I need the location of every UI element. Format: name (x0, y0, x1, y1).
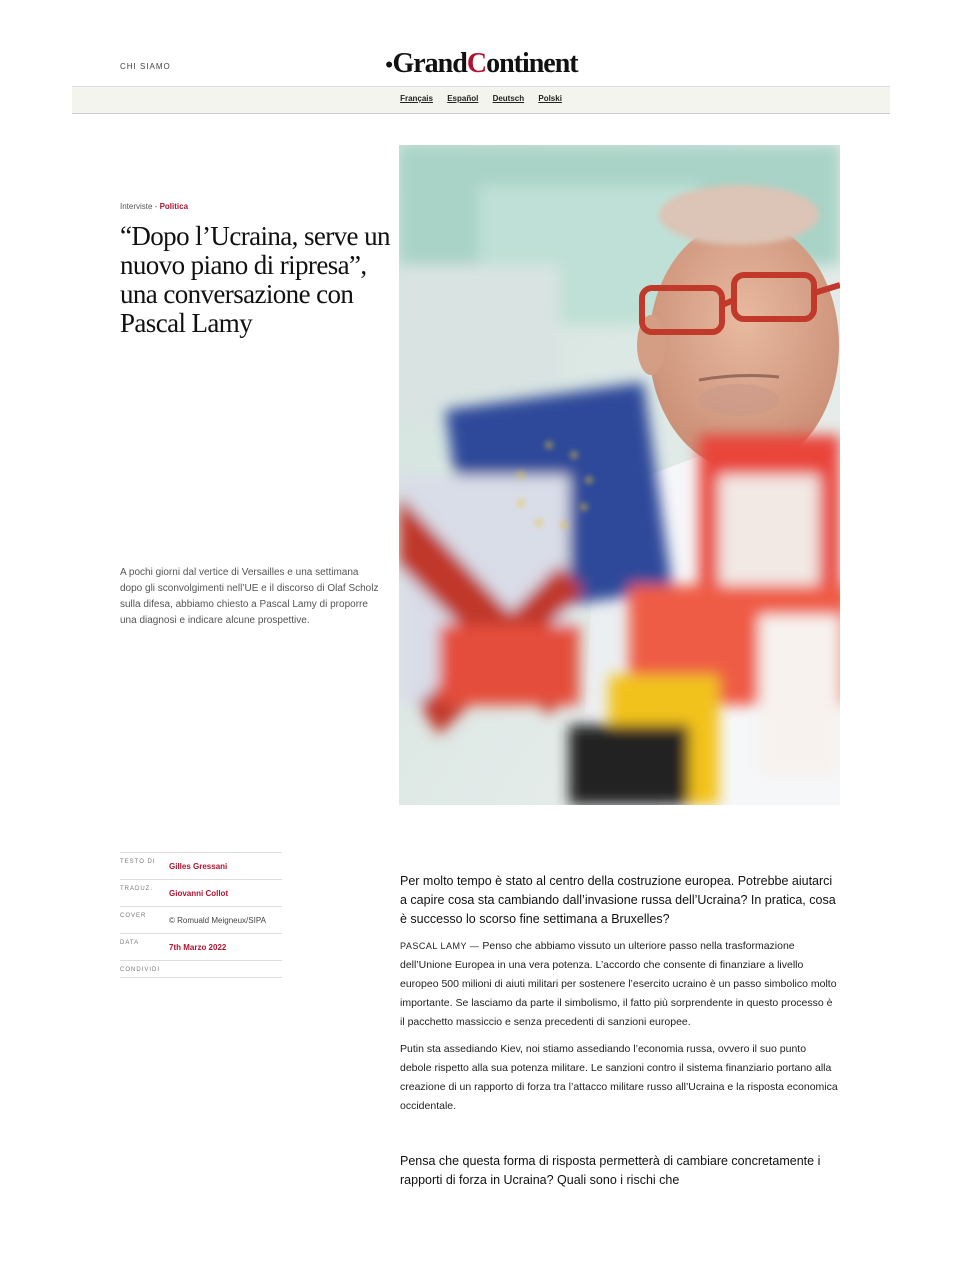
site-logo[interactable] (385, 48, 578, 80)
site-header (0, 0, 960, 90)
article-title: “Dopo l’Ucraina, serve un nuovo piano di ripresa”, una conversazione con Pascal Lamy (120, 221, 390, 338)
meta-date: 7th Marzo 2022 (169, 943, 227, 952)
lang-link-polski[interactable]: Polski (538, 94, 562, 103)
article-meta (120, 852, 282, 978)
language-bar (72, 86, 890, 114)
question-2: Pensa che questa forma di risposta permetterà di cambiare concretamente i rapporti di forza in Ucraina? Quali sono i rischi che (400, 1154, 821, 1187)
meta-row-share[interactable] (120, 961, 282, 978)
answer-2: Putin sta assediando Kiev, noi stiamo assediando l’economia russa, ovvero il suo punto debole rispetto alla sua potenza militare. Le sanzioni contro il sistema finanziario portano alla creazione di un rapporto di forza tra l’attacco militare russo all’Ucraina e la risposta economica occidentale. (400, 1043, 838, 1112)
article-body (400, 872, 840, 1198)
article-kicker (120, 202, 188, 211)
answer-1-text: Penso che abbiamo vissuto un ulteriore passo nella trasformazione dell’Unione Europea in una vera potenza. L’accordo che consente di finanziare a livello europeo 500 milioni di aiuti militari per sostenere l’esercito ucraino è un passo simbolico molto importante. Se lasciamo da parte il simbolismo, il fatto più sorprendente in questo processo è il pacchetto massiccio e senza precedenti di sanzioni europee. (400, 940, 837, 1028)
logo-part-c: C (466, 48, 487, 79)
speaker-label: PASCAL LAMY — (400, 941, 483, 951)
lang-link-espanol[interactable]: Español (447, 94, 479, 103)
meta-share-value (169, 966, 282, 973)
lang-link-deutsch[interactable]: Deutsch (492, 94, 525, 103)
logo-dot-icon: ● (385, 57, 393, 73)
meta-label: TRADUZ. (120, 886, 153, 892)
meta-label: COVER (120, 913, 147, 919)
logo-part-b: ontinent (486, 48, 578, 79)
meta-label: CONDIVIDI (120, 967, 161, 973)
meta-row-cover (120, 907, 282, 934)
meta-row-author (120, 853, 282, 880)
logo-part-a: Grand (392, 48, 467, 79)
meta-label: TESTO DI (120, 859, 156, 865)
kicker-category-link[interactable]: Politica (159, 202, 189, 211)
meta-cover-credit: © Romuald Meigneux/SIPA (169, 916, 266, 925)
meta-row-translator (120, 880, 282, 907)
meta-author-link[interactable]: Gilles Gressani (169, 862, 228, 871)
lang-link-francais[interactable]: Français (400, 94, 433, 103)
meta-row-date (120, 934, 282, 961)
answer-1 (400, 937, 840, 1032)
meta-label: DATA (120, 940, 140, 946)
nav-who-we-are-link[interactable]: CHI SIAMO (120, 62, 171, 71)
kicker-type: Interviste (120, 202, 153, 211)
article-lede: A pochi giorni dal vertice di Versailles e una settimana dopo gli sconvolgimenti nell’UE e il discorso di Olaf Scholz sulla difesa, abbiamo chiesto a Pascal Lamy di proporre una diagnosi e indicare alcune prospettive. (120, 567, 379, 626)
meta-translator-link[interactable]: Giovanni Collot (169, 889, 229, 898)
cover-photo (399, 145, 840, 805)
kicker-separator: - (152, 202, 160, 211)
question-1: Per molto tempo è stato al centro della costruzione europea. Potrebbe aiutarci a capire cosa sta cambiando dall’invasione russa dell’Ucraina? In pratica, cosa è successo lo scorso fine settimana a Bruxelles? (400, 874, 836, 926)
